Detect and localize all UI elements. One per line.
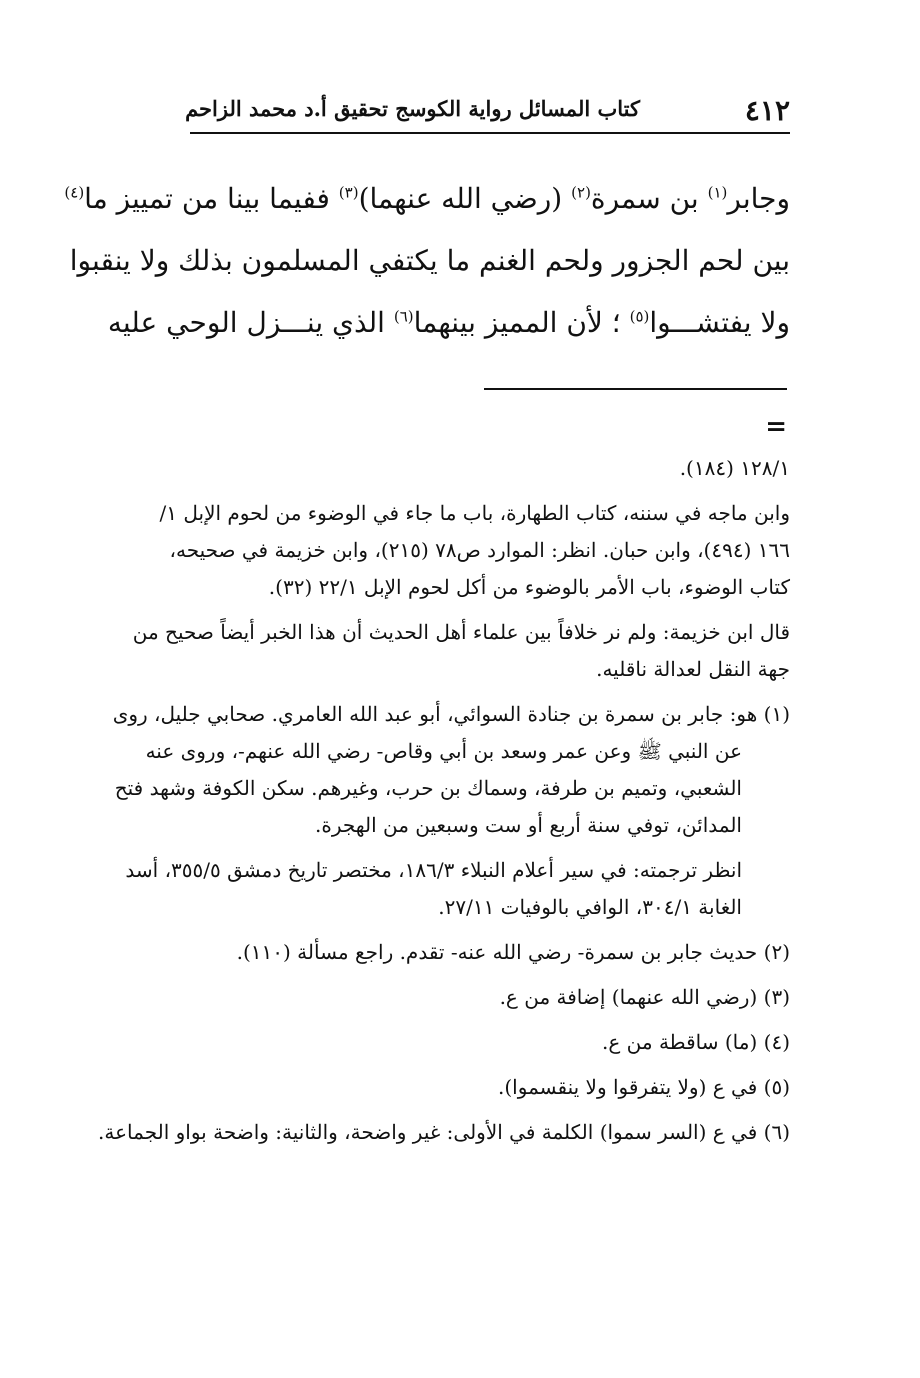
footnote-ref: (١): [707, 183, 728, 202]
text-fragment: (رضي الله عنهما): [358, 182, 572, 215]
footnote-line: ١٦٦ (٤٩٤)، وابن حبان. انظر: الموارد ص٧٨ (٢١٥)، وابن خزيمة في صحيحه،: [169, 538, 790, 562]
footnote-2: [110, 934, 790, 971]
footnotes: [98, 450, 790, 1159]
footnote-line: قال ابن خزيمة: ولم نر خلافاً بين علماء أهل الحديث أن هذا الخبر أيضاً صحيح من: [132, 620, 790, 644]
footnote-ibn-majah: [110, 495, 790, 606]
footnote-ref: (٤): [64, 183, 85, 202]
footnote-line: الغابة ٣٠٤/١، الوافي بالوفيات ٢٧/١١.: [438, 895, 742, 919]
footnote-ref: (٢): [571, 183, 591, 202]
main-text-line: [64, 168, 790, 230]
footnote-line: (٦) في ع (السر سموا) الكلمة في الأولى: غير واضحة، والثانية: واضحة بواو الجماعة.: [98, 1120, 790, 1144]
main-text: [64, 168, 790, 354]
continuation-mark: =: [765, 412, 787, 442]
footnote-6: [98, 1114, 790, 1151]
footnote-line: عن النبي ﷺ وعن عمر وسعد بن أبي وقاص- رضي الله عنهم-، وروى عنه: [145, 739, 742, 763]
footnote-ibn-khuzayma: [110, 614, 790, 688]
text-fragment: الذي ينـــزل الوحي عليه: [107, 306, 394, 339]
footnote-4: [110, 1024, 790, 1061]
text-fragment: ولا يفتشـــوا: [649, 306, 790, 339]
footnote-5: [110, 1069, 790, 1106]
footnote-line: المدائن، توفي سنة أربع أو ست وسبعين من الهجرة.: [314, 813, 742, 837]
text-fragment: بن سمرة: [590, 182, 708, 215]
footnote-line: (١) هو: جابر بن سمرة بن جنادة السوائي، أبو عبد الله العامري. صحابي جليل، روى: [112, 702, 790, 726]
footnote-line: كتاب الوضوء، باب الأمر بالوضوء من أكل لحوم الإبل ٢٢/١ (٣٢).: [268, 575, 790, 599]
footnote-ref: (٦): [393, 307, 414, 326]
page-header: [185, 92, 790, 134]
footnote-ref: (٥): [629, 307, 650, 326]
running-title: كتاب المسائل رواية الكوسج تحقيق أ.د محمد الزاحم: [185, 96, 640, 121]
footnote-line: جهة النقل لعدالة ناقليه.: [596, 657, 790, 681]
footnote-line: ١٢٨/١ (١٨٤).: [679, 456, 790, 480]
footnote-line: انظر ترجمته: في سير أعلام النبلاء ١٨٦/٣، مختصر تاريخ دمشق ٣٥٥/٥، أسد: [125, 858, 742, 882]
footnote-line: (٣) (رضي الله عنهما) إضافة من ع.: [499, 985, 790, 1009]
footnote-1: [110, 696, 790, 844]
text-fragment: ففيما بينا من تمييز ما: [84, 182, 339, 215]
text-fragment: ؛ لأن المميز بينهما: [413, 306, 630, 339]
main-text-line: بين لحم الجزور ولحم الغنم ما يكتفي المسلمون بذلك ولا ينقبوا: [69, 244, 790, 277]
footnote-line: (٢) حديث جابر بن سمرة- رضي الله عنه- تقدم. راجع مسألة (١١٠).: [236, 940, 790, 964]
footnote-line: (٥) في ع (ولا يتفرقوا ولا ينقسموا).: [498, 1075, 790, 1099]
text-fragment: وجابر: [727, 182, 790, 215]
footnote-line: (٤) (ما) ساقطة من ع.: [602, 1030, 790, 1054]
footnote-3: [110, 979, 790, 1016]
footnote-ref: (٣): [338, 183, 359, 202]
main-text-line: [107, 292, 790, 354]
footnote-line: وابن ماجه في سننه، كتاب الطهارة، باب ما جاء في الوضوء من لحوم الإبل ١/: [159, 501, 790, 525]
footnote-line: الشعبي، وتميم بن طرفة، وسماك بن حرب، وغيرهم. سكن الكوفة وشهد فتح: [114, 776, 742, 800]
footnote-continuation: [110, 450, 790, 487]
page-number: ٤١٢: [744, 94, 790, 127]
footnote-separator: [484, 388, 787, 390]
footnote-1-references: [110, 852, 790, 926]
